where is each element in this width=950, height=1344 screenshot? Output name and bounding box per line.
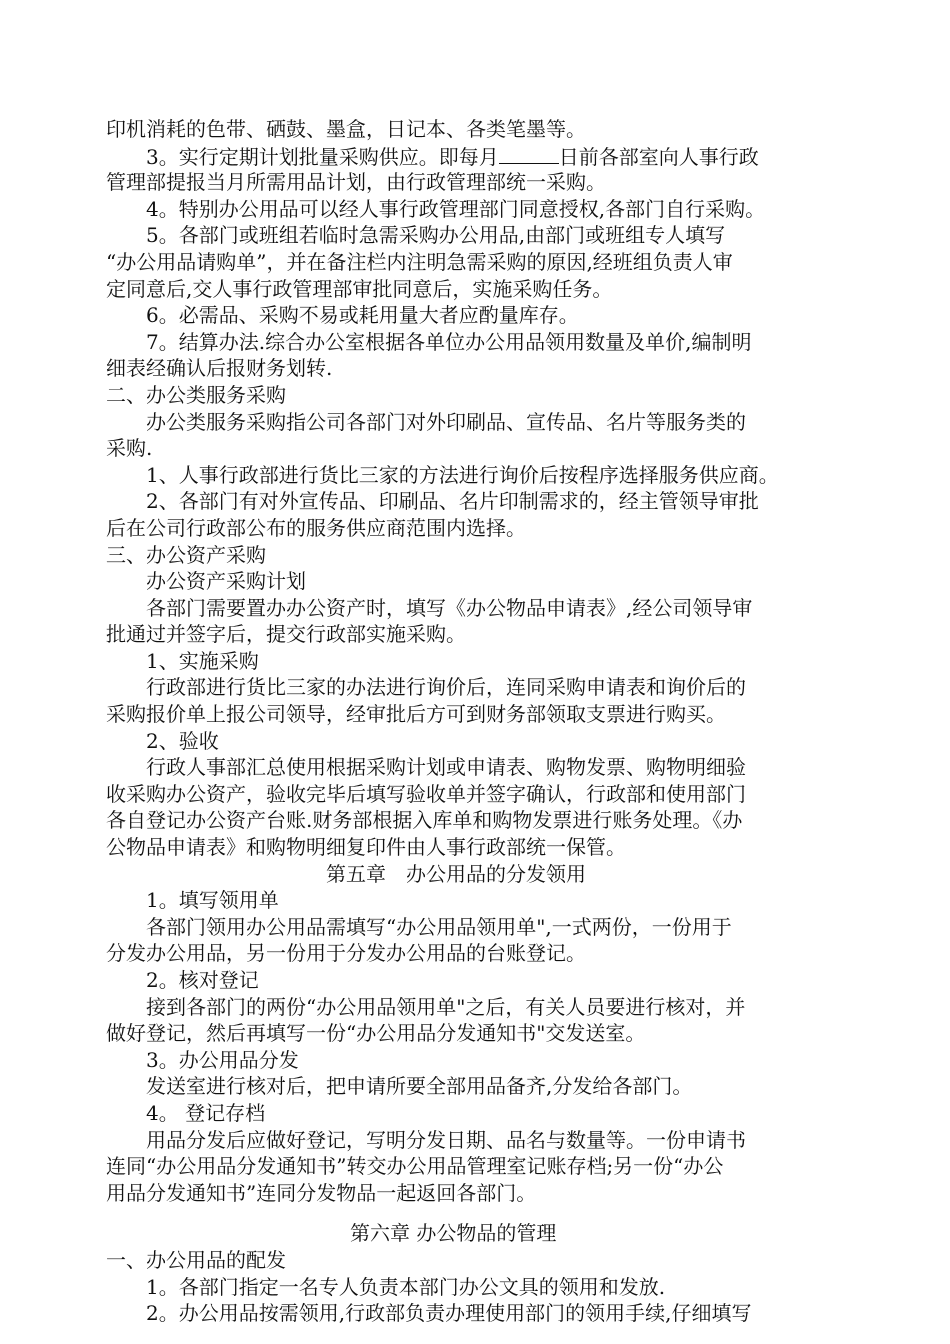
text-line: 7。结算办法.综合办公室根据各单位办公用品领用数量及单价,编制明 xyxy=(146,329,752,354)
text-segment: 3。实行定期计划批量采购供应。即每月 xyxy=(146,144,499,169)
text-line: 各自登记办公资产台账.财务部根据入库单和购物发票进行账务处理。《办 xyxy=(106,808,743,833)
text-line: 收采购办公资产，验收完毕后填写验收单并签字确认，行政部和使用部门 xyxy=(106,781,746,806)
text-line: 1。各部门指定一名专人负责本部门办公文具的领用和发放. xyxy=(146,1274,666,1299)
text-line: 定同意后,交人事行政管理部审批同意后，实施采购任务。 xyxy=(106,276,613,301)
section-heading: 三、办公资产采购 xyxy=(106,542,266,567)
text-line: 1、人事行政部进行货比三家的方法进行询价后按程序选择服务供应商。 xyxy=(146,462,779,487)
subsection-heading: 1、实施采购 xyxy=(146,648,259,673)
text-line: 用品分发后应做好登记，写明分发日期、品名与数量等。一份申请书 xyxy=(146,1127,746,1152)
text-line: 办公类服务采购指公司各部门对外印刷品、宣传品、名片等服务类的 xyxy=(146,409,746,434)
text-line: 发送室进行核对后，把申请所要全部用品备齐,分发给各部门。 xyxy=(146,1074,693,1099)
text-line: 后在公司行政部公布的服务供应商范围内选择。 xyxy=(106,515,526,540)
text-line: 分发办公用品，另一份用于分发办公用品的台账登记。 xyxy=(106,941,586,966)
chapter-heading: 第五章 办公用品的分发领用 xyxy=(326,861,586,886)
text-line: 批通过并签字后，提交行政部实施采购。 xyxy=(106,622,466,647)
text-segment: 日前各部室向人事行政 xyxy=(558,144,759,169)
text-line: 行政人事部汇总使用根据采购计划或申请表、购物发票、购物明细验 xyxy=(146,755,746,780)
subsection-heading: 3。办公用品分发 xyxy=(146,1047,299,1072)
subsection-heading: 4。 登记存档 xyxy=(146,1100,266,1125)
section-heading: 一、办公用品的配发 xyxy=(106,1247,286,1272)
text-line: 6。必需品、采购不易或耗用量大者应酌量库存。 xyxy=(146,303,579,328)
text-line: 2、各部门有对外宣传品、印刷品、名片印制需求的，经主管领导审批 xyxy=(146,489,759,514)
text-line: 各部门领用办公用品需填写“办公用品领用单",一式两份，一份用于 xyxy=(146,914,732,939)
paragraph-spacer xyxy=(106,1206,846,1220)
text-line: 行政部进行货比三家的办法进行询价后，连同采购申请表和询价后的 xyxy=(146,675,746,700)
subsection-heading: 1。填写领用单 xyxy=(146,888,279,913)
text-line: 接到各部门的两份“办公用品领用单"之后，有关人员要进行核对，并 xyxy=(146,994,746,1019)
text-line: 4。特别办公用品可以经人事行政管理部门同意授权,各部门自行采购。 xyxy=(146,196,766,221)
text-line: 用品分发通知书”连同分发物品一起返回各部门。 xyxy=(106,1180,537,1205)
chapter-heading: 第六章 办公物品的管理 xyxy=(350,1221,557,1246)
text-line xyxy=(106,143,846,170)
text-line: 印机消耗的色带、硒鼓、墨盒，日记本、各类笔墨等。 xyxy=(106,117,586,141)
text-line: 2。办公用品按需领用,行政部负责办理使用部门的领用手续,仔细填写 xyxy=(146,1301,752,1326)
text-line: 采购报价单上报公司领导，经审批后方可到财务部领取支票进行购买。 xyxy=(106,702,726,727)
subsection-heading: 2、验收 xyxy=(146,728,219,753)
subsection-heading: 办公资产采购计划 xyxy=(146,569,306,594)
text-line: 公物品申请表》和购物明细复印件由人事行政部统一保管。 xyxy=(106,835,626,860)
text-line: 做好登记，然后再填写一份“办公用品分发通知书"交发送室。 xyxy=(106,1021,646,1046)
document-page xyxy=(106,116,846,1327)
text-line: “办公用品请购单”，并在备注栏内注明急需采购的原因,经班组负责人审 xyxy=(106,249,733,274)
text-line: 连同“办公用品分发通知书”转交办公用品管理室记账存档;另一份“办公 xyxy=(106,1154,724,1179)
fill-in-blank xyxy=(499,143,559,164)
text-line: 管理部提报当月所需用品计划，由行政管理部统一采购。 xyxy=(106,170,606,195)
section-heading: 二、办公类服务采购 xyxy=(106,382,286,407)
text-line: 各部门需要置办办公资产时，填写《办公物品申请表》,经公司领导审 xyxy=(146,595,753,620)
subsection-heading: 2。核对登记 xyxy=(146,968,259,992)
text-line: 采购. xyxy=(106,436,153,461)
text-line: 5。各部门或班组若临时急需采购办公用品,由部门或班组专人填写 xyxy=(146,223,726,248)
text-line: 细表经确认后报财务划转. xyxy=(106,356,333,381)
